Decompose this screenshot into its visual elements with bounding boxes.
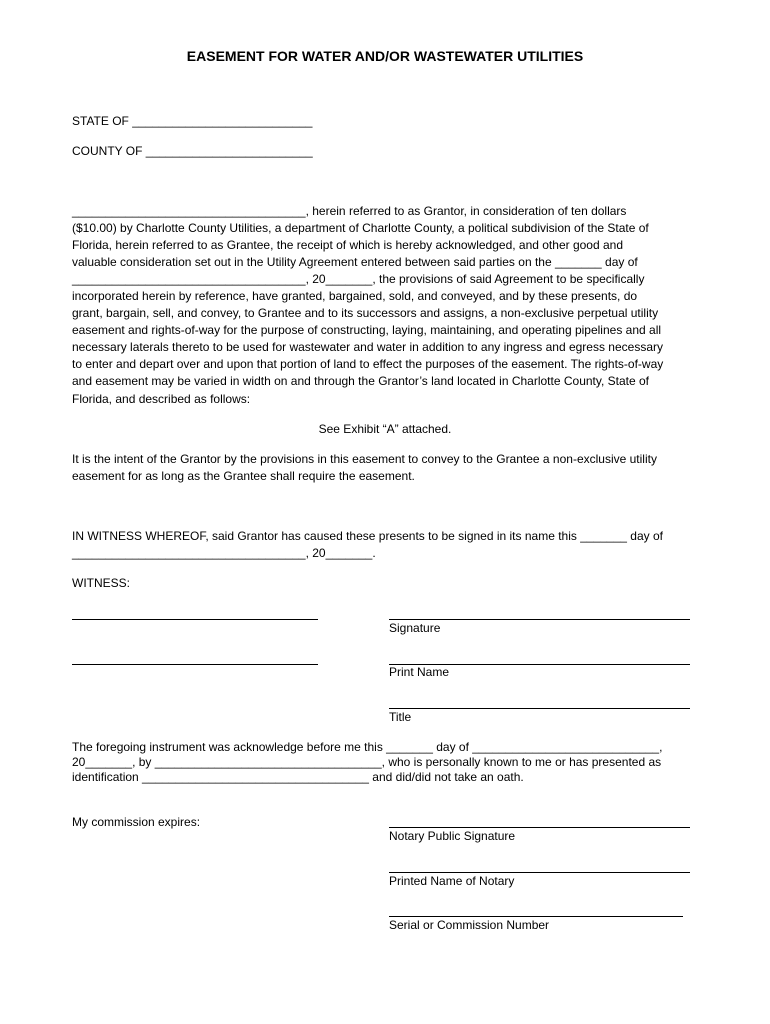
acknowledgement-line: identification __________________________________ and did/did not take an oath.	[72, 770, 524, 784]
intent-line: easement for as long as the Grantee shall require the easement.	[72, 469, 415, 483]
signature-label: Signature	[389, 621, 441, 635]
title-label: Title	[389, 710, 412, 724]
county-of-line: COUNTY OF _________________________	[72, 144, 313, 158]
intent-line: It is the intent of the Grantor by the provisions in this easement to convey to the Grantee a non-exclusive utility	[72, 452, 657, 466]
document-title: EASEMENT FOR WATER AND/OR WASTEWATER UTILITIES	[186, 48, 584, 64]
title-line[interactable]	[389, 708, 690, 709]
acknowledgement-line: The foregoing instrument was acknowledge before me this _______ day of ____________________________,	[72, 740, 663, 754]
grant-paragraph-line: ___________________________________, 20_______, the provisions of said Agreement to be specifically	[72, 272, 645, 287]
grant-paragraph	[72, 203, 702, 408]
grant-paragraph-line: and easement may be varied in width on and through the Grantor’s land located in Charlotte County, State of	[72, 374, 650, 389]
witness-label: WITNESS:	[72, 576, 131, 590]
grant-paragraph-line: ___________________________________, herein referred to as Grantor, in consideration of ten dollars	[72, 204, 627, 218]
witness-whereof-line: IN WITNESS WHEREOF, said Grantor has caused these presents to be signed in its name this _______ day of	[72, 529, 663, 543]
exhibit-reference: See Exhibit “A” attached.	[318, 422, 452, 436]
grant-paragraph-line: valuable consideration set out in the Utility Agreement entered between said parties on the _______ day of	[72, 255, 638, 270]
notary-signature-label: Notary Public Signature	[389, 829, 516, 843]
grant-paragraph-line: Florida, herein referred to as Grantee, the receipt of which is hereby acknowledged, and other good and	[72, 238, 623, 253]
notary-printed-name-label: Printed Name of Notary	[389, 874, 515, 888]
grant-paragraph-line: to enter and depart over and upon that portion of land to effect the purposes of the easement. The rights-of-way	[72, 357, 664, 372]
serial-number-label: Serial or Commission Number	[389, 918, 550, 932]
acknowledgement-line: 20_______, by __________________________________, who is personally known to me or has presented as	[72, 755, 662, 769]
witness-signature-line[interactable]	[72, 619, 318, 620]
grant-paragraph-line: incorporated herein by reference, have granted, bargained, sold, and conveyed, and by these presents, do	[72, 289, 638, 304]
state-of-line: STATE OF ___________________________	[72, 114, 313, 128]
grant-paragraph-line: ($10.00) by Charlotte County Utilities, a department of Charlotte County, a political subdivision of the State of	[72, 221, 649, 236]
print-name-label: Print Name	[389, 665, 450, 679]
witness-signature-line[interactable]	[72, 664, 318, 665]
grant-paragraph-line: grant, bargain, sell, and convey, to Grantee and to its successors and assigns, a non-exclusive perpetual utility	[72, 306, 659, 321]
grant-paragraph-line: necessary laterals thereto to be used for wastewater and water in addition to any ingress and egress necessary	[72, 340, 663, 355]
grant-paragraph-line: Florida, and described as follows:	[72, 391, 251, 406]
grant-paragraph-line: easement and rights-of-way for the purpose of constructing, laying, maintaining, and operating pipelines and all	[72, 323, 662, 338]
witness-whereof-line: ___________________________________, 20_______.	[72, 546, 376, 560]
commission-expires-label: My commission expires:	[72, 815, 201, 829]
